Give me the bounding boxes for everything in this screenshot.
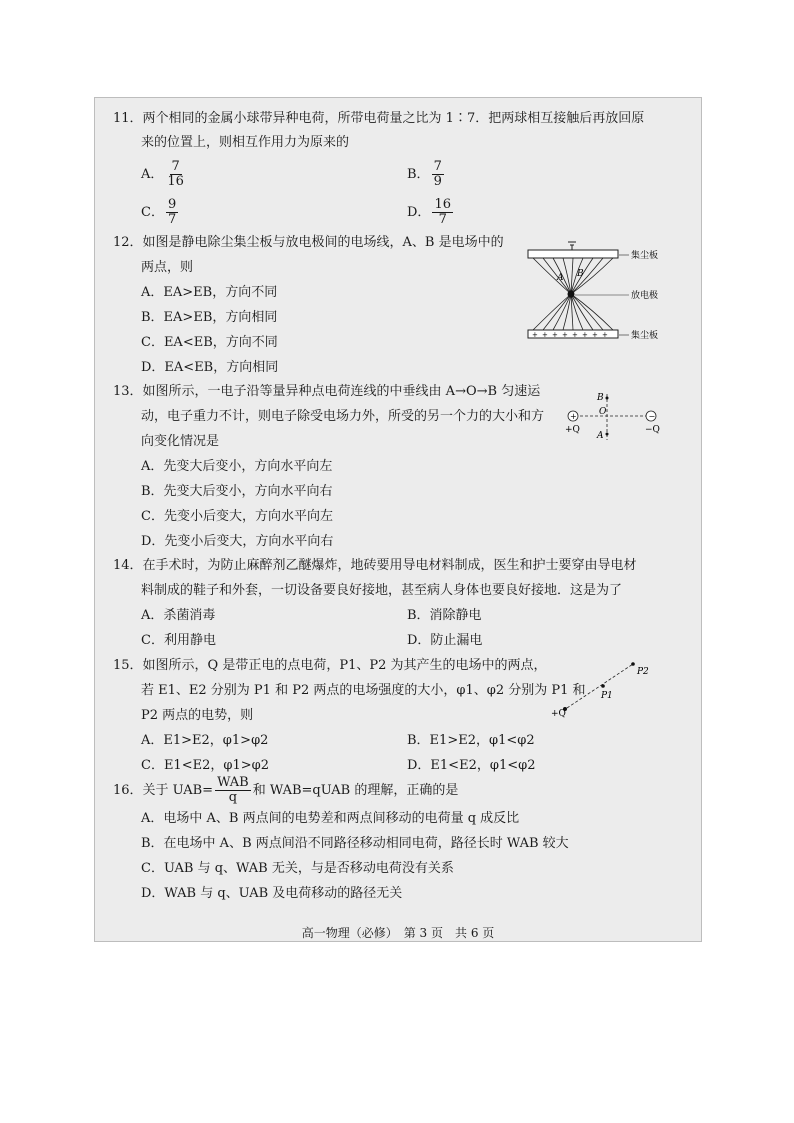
q13-point-a-label: A [597, 431, 604, 441]
discharge-electrode [568, 291, 575, 298]
svg-text:+: + [552, 331, 558, 339]
svg-text:+: + [582, 331, 588, 339]
q13-stem-line3: 向变化情况是 [141, 434, 220, 449]
q14-option-d: D．防止漏电 [407, 633, 483, 648]
q12-stem-line1: 12．如图是静电除尘集尘板与放电极间的电场线，A、B 是电场中的 [113, 235, 504, 250]
q15-stem-line1: 15．如图所示，Q 是带正电的点电荷，P1、P2 为其产生的电场中的两点， [113, 658, 547, 673]
q11-option-c: C． $\frac{9}{7}$ [141, 197, 177, 227]
q13-point-o-label: O [599, 407, 607, 417]
q14-stem-line1: 14．在手术时，为防止麻醉剂乙醚爆炸，地砖要用导电材料制成，医生和护士要穿由导电材 [113, 558, 637, 573]
q14-option-c: C．利用静电 [141, 633, 216, 648]
q13-option-a: A．先变大后变小，方向水平向左 [141, 459, 333, 474]
q15-stem-line3: P2 两点的电势，则 [141, 708, 254, 723]
svg-text:+: + [542, 331, 548, 339]
svg-text:+: + [562, 331, 568, 339]
top-collector-plate [528, 250, 618, 258]
q12-option-b: B．EA>EB，方向相同 [141, 310, 278, 325]
q16-option-d: D．WAB 与 q、UAB 及电荷移动的路径无关 [141, 886, 403, 901]
q13-stem-line2: 动，电子重力不计，则电子除受电场力外，所受的另一个力的大小和方 [141, 409, 545, 424]
q15-option-c: C．E1<E2，φ1>φ2 [141, 758, 270, 773]
q16-option-a: A．电场中 A、B 两点间的电势差和两点间移动的电荷量 q 成反比 [141, 811, 520, 826]
svg-text:+: + [592, 331, 598, 339]
q14-option-b: B．消除静电 [407, 608, 482, 623]
q14-option-a: A．杀菌消毒 [141, 608, 216, 623]
q13-minus-q-label: −Q [645, 425, 660, 435]
q16-option-b: B．在电场中 A、B 两点间沿不同路径移动相同电荷，路径长时 WAB 较大 [141, 836, 569, 851]
q13-stem-line1: 13．如图所示，一电子沿等量异种点电荷连线的中垂线由 A→O→B 匀速运 [113, 384, 541, 399]
q13-plus-q-label: +Q [565, 425, 580, 435]
q11-option-b: B． $\frac{7}{9}$ [407, 159, 442, 189]
q12-label-bottom-plate: 集尘板 [631, 331, 659, 341]
q14-stem-line2: 料制成的鞋子和外套，一切设备要良好接地，甚至病人身体也要良好接地．这是为了 [141, 583, 623, 598]
q13-option-b: B．先变大后变小，方向水平向右 [141, 484, 333, 499]
q12-label-top-plate: 集尘板 [631, 251, 659, 261]
svg-text:+: + [602, 331, 608, 339]
q12-label-electrode: 放电极 [631, 291, 659, 301]
q12-option-c: C．EA<EB，方向不同 [141, 335, 278, 350]
q12-option-d: D．EA<EB，方向相同 [141, 360, 279, 375]
q12-electrostatic-figure [523, 238, 693, 346]
q16-stem: 16．关于 UAB= $\frac{\text{WAB}}{q}$ 和 WAB=qUAB 的理解，正确的是 [113, 775, 459, 805]
q15-p2-label: P2 [637, 667, 649, 677]
q15-p1-label: P1 [601, 691, 613, 701]
q15-option-a: A．E1>E2，φ1>φ2 [141, 733, 269, 748]
q12-point-b-label: B [577, 269, 584, 279]
svg-text:+: + [572, 331, 578, 339]
svg-text:+: + [570, 412, 577, 421]
page-footer: 高一物理（必修） 第 3 页 共 6 页 [301, 926, 495, 940]
q16-option-c: C．UAB 与 q、WAB 无关，与是否移动电荷没有关系 [141, 861, 454, 876]
exam-page [94, 97, 702, 942]
q15-option-b: B．E1>E2，φ1<φ2 [407, 733, 535, 748]
q15-option-d: D．E1<E2，φ1<φ2 [407, 758, 536, 773]
q11-stem-line2: 来的位置上，则相互作用力为原来的 [141, 135, 350, 150]
q11-option-a: A． $\frac{7}{16}$ [141, 159, 184, 189]
q13-option-c: C．先变小后变大，方向水平向左 [141, 509, 333, 524]
q11-stem-line1: 11．两个相同的金属小球带异种电荷，所带电荷量之比为 1∶7．把两球相互接触后再放回原 [113, 111, 645, 126]
q13-charges-figure [563, 386, 663, 448]
q12-option-a: A．EA>EB，方向不同 [141, 285, 278, 300]
q12-point-a-label: A [557, 273, 564, 283]
svg-text:+: + [532, 331, 538, 339]
q15-q-label: +Q [551, 709, 566, 718]
q15-field-figure [547, 658, 677, 718]
svg-text:−: − [648, 412, 656, 421]
q15-stem-line2: 若 E1、E2 分别为 P1 和 P2 两点的电场强度的大小，φ1、φ2 分别为 P1 和 [141, 683, 586, 698]
q11-option-d: D． $\frac{16}{7}$ [407, 197, 451, 227]
q13-option-d: D．先变小后变大，方向水平向右 [141, 534, 334, 549]
q12-stem-line2: 两点，则 [141, 260, 194, 275]
q13-point-b-label: B [597, 393, 604, 403]
